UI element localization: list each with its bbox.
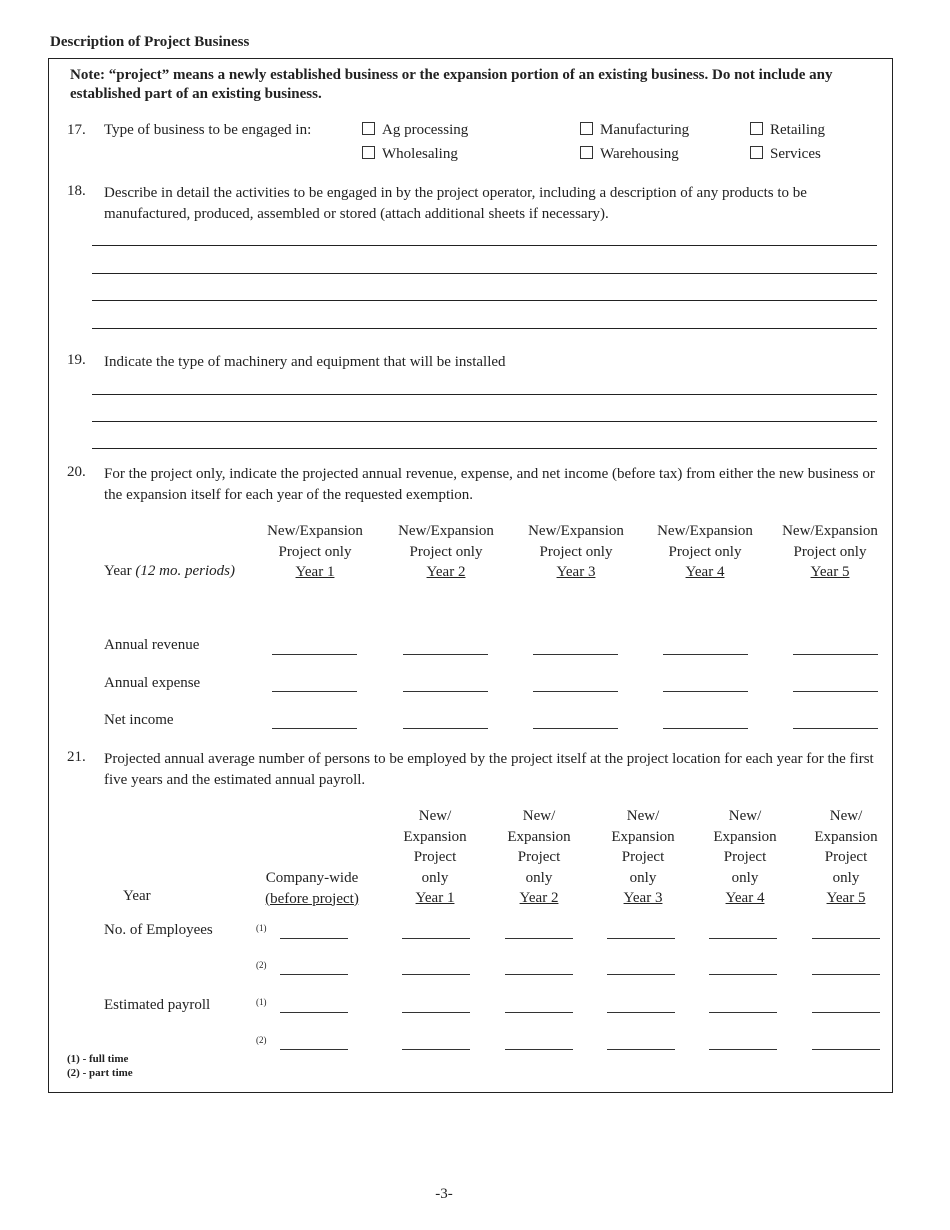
expense-year-2-field[interactable] xyxy=(403,691,488,692)
q19-answer-line-1[interactable] xyxy=(92,394,877,395)
net-income-year-2-field[interactable] xyxy=(403,728,488,729)
payroll-pt-year-2-field[interactable] xyxy=(505,1049,573,1050)
employees-ft-year-4-field[interactable] xyxy=(709,938,777,939)
q20-col-year-1: New/Expansion Project only Year 1 xyxy=(267,523,363,580)
expense-year-4-field[interactable] xyxy=(663,691,748,692)
revenue-year-1-field[interactable] xyxy=(272,654,357,655)
payroll-ft-company-field[interactable] xyxy=(280,1012,348,1013)
q20-row-annual-expense: Annual expense xyxy=(104,675,201,691)
q20-col-year-2: New/Expansion Project only Year 2 xyxy=(398,523,494,580)
q20-year-label: Year (12 mo. periods) xyxy=(104,563,235,579)
option-ag-processing[interactable]: Ag processing xyxy=(362,122,468,139)
payroll-pt-year-3-field[interactable] xyxy=(607,1049,675,1050)
option-services[interactable]: Services xyxy=(750,146,821,163)
q21-number: 21. xyxy=(67,749,86,765)
checkbox[interactable] xyxy=(580,146,593,159)
payroll-pt-company-field[interactable] xyxy=(280,1049,348,1050)
payroll-ft-year-2-field[interactable] xyxy=(505,1012,573,1013)
q20-col-year-3: New/Expansion Project only Year 3 xyxy=(528,523,624,580)
revenue-year-3-field[interactable] xyxy=(533,654,618,655)
option-retailing[interactable]: Retailing xyxy=(750,122,825,139)
q21-text: Projected annual average number of persons to be employed by the project itself at the project location for each year for the first five years and the estimated annual payroll. xyxy=(104,751,874,788)
legend-part-time: (2) - part time xyxy=(67,1067,133,1079)
q17-text: Type of business to be engaged in: xyxy=(104,122,312,138)
q18-answer-line-1[interactable] xyxy=(92,245,877,246)
q20-text: For the project only, indicate the projected annual revenue, expense, and net income (before tax) from either the new business or the expansion itself for each year of the requested exemption. xyxy=(104,466,875,503)
option-manufacturing[interactable]: Manufacturing xyxy=(580,122,689,139)
employees-pt-year-2-field[interactable] xyxy=(505,974,573,975)
q21-col-year-4: New/ Expansion Project only Year 4 xyxy=(713,808,777,906)
q20-row-annual-revenue: Annual revenue xyxy=(104,637,200,653)
q19-answer-line-2[interactable] xyxy=(92,421,877,422)
q20-col-year-4: New/Expansion Project only Year 4 xyxy=(657,523,753,580)
payroll-pt-year-4-field[interactable] xyxy=(709,1049,777,1050)
employees-ft-company-field[interactable] xyxy=(280,938,348,939)
employees-ft-year-2-field[interactable] xyxy=(505,938,573,939)
legend-full-time: (1) - full time xyxy=(67,1053,129,1065)
employees-pt-year-4-field[interactable] xyxy=(709,974,777,975)
employees-pt-year-1-field[interactable] xyxy=(402,974,470,975)
q21-col-year-5: New/ Expansion Project only Year 5 xyxy=(814,808,878,906)
net-income-year-5-field[interactable] xyxy=(793,728,878,729)
q21-row-payroll: Estimated payroll xyxy=(104,997,211,1013)
q21-col-year-2: New/ Expansion Project only Year 2 xyxy=(507,808,571,906)
page-number: -3- xyxy=(435,1186,453,1202)
q21-year-label: Year xyxy=(123,888,151,904)
q19-text: Indicate the type of machinery and equipment that will be installed xyxy=(104,354,506,370)
employees-full-time-marker: (1) xyxy=(256,923,267,933)
expense-year-3-field[interactable] xyxy=(533,691,618,692)
checkbox[interactable] xyxy=(362,122,375,135)
q20-number: 20. xyxy=(67,464,86,480)
option-warehousing[interactable]: Warehousing xyxy=(580,146,679,163)
q19-answer-line-3[interactable] xyxy=(92,448,877,449)
checkbox[interactable] xyxy=(750,122,763,135)
revenue-year-2-field[interactable] xyxy=(403,654,488,655)
employees-pt-year-5-field[interactable] xyxy=(812,974,880,975)
employees-pt-year-3-field[interactable] xyxy=(607,974,675,975)
employees-ft-year-1-field[interactable] xyxy=(402,938,470,939)
employees-ft-year-5-field[interactable] xyxy=(812,938,880,939)
q18-answer-line-4[interactable] xyxy=(92,328,877,329)
employees-pt-company-field[interactable] xyxy=(280,974,348,975)
expense-year-1-field[interactable] xyxy=(272,691,357,692)
payroll-pt-year-5-field[interactable] xyxy=(812,1049,880,1050)
payroll-pt-year-1-field[interactable] xyxy=(402,1049,470,1050)
revenue-year-4-field[interactable] xyxy=(663,654,748,655)
payroll-full-time-marker: (1) xyxy=(256,997,267,1007)
expense-year-5-field[interactable] xyxy=(793,691,878,692)
checkbox[interactable] xyxy=(750,146,763,159)
q21-col-year-1: New/ Expansion Project only Year 1 xyxy=(403,808,467,906)
q18-number: 18. xyxy=(67,183,86,199)
payroll-ft-year-3-field[interactable] xyxy=(607,1012,675,1013)
legend xyxy=(67,1052,133,1080)
q19-number: 19. xyxy=(67,352,86,368)
checkbox[interactable] xyxy=(362,146,375,159)
revenue-year-5-field[interactable] xyxy=(793,654,878,655)
q18-text: Describe in detail the activities to be engaged in by the project operator, including a description of any products to be manufactured, produced, assembled or stored (attach additional sheets if necessary). xyxy=(104,185,807,222)
q18-answer-line-3[interactable] xyxy=(92,300,877,301)
payroll-ft-year-4-field[interactable] xyxy=(709,1012,777,1013)
net-income-year-4-field[interactable] xyxy=(663,728,748,729)
q21-col-company-wide: Company-wide (before project) xyxy=(265,870,359,907)
project-note: Note: “project” means a newly established business or the expansion portion of an existing business. Do not include any established part of an existing business. xyxy=(70,67,833,102)
q21-row-employees: No. of Employees xyxy=(104,922,213,938)
section-title: Description of Project Business xyxy=(50,34,250,50)
q18-answer-line-2[interactable] xyxy=(92,273,877,274)
q20-col-year-5: New/Expansion Project only Year 5 xyxy=(782,523,878,580)
payroll-part-time-marker: (2) xyxy=(256,1035,267,1045)
option-wholesaling[interactable]: Wholesaling xyxy=(362,146,458,163)
net-income-year-1-field[interactable] xyxy=(272,728,357,729)
net-income-year-3-field[interactable] xyxy=(533,728,618,729)
employees-part-time-marker: (2) xyxy=(256,960,267,970)
payroll-ft-year-1-field[interactable] xyxy=(402,1012,470,1013)
employees-ft-year-3-field[interactable] xyxy=(607,938,675,939)
checkbox[interactable] xyxy=(580,122,593,135)
q20-row-net-income: Net income xyxy=(104,712,174,728)
q17-number: 17. xyxy=(67,122,86,138)
payroll-ft-year-5-field[interactable] xyxy=(812,1012,880,1013)
q21-col-year-3: New/ Expansion Project only Year 3 xyxy=(611,808,675,906)
